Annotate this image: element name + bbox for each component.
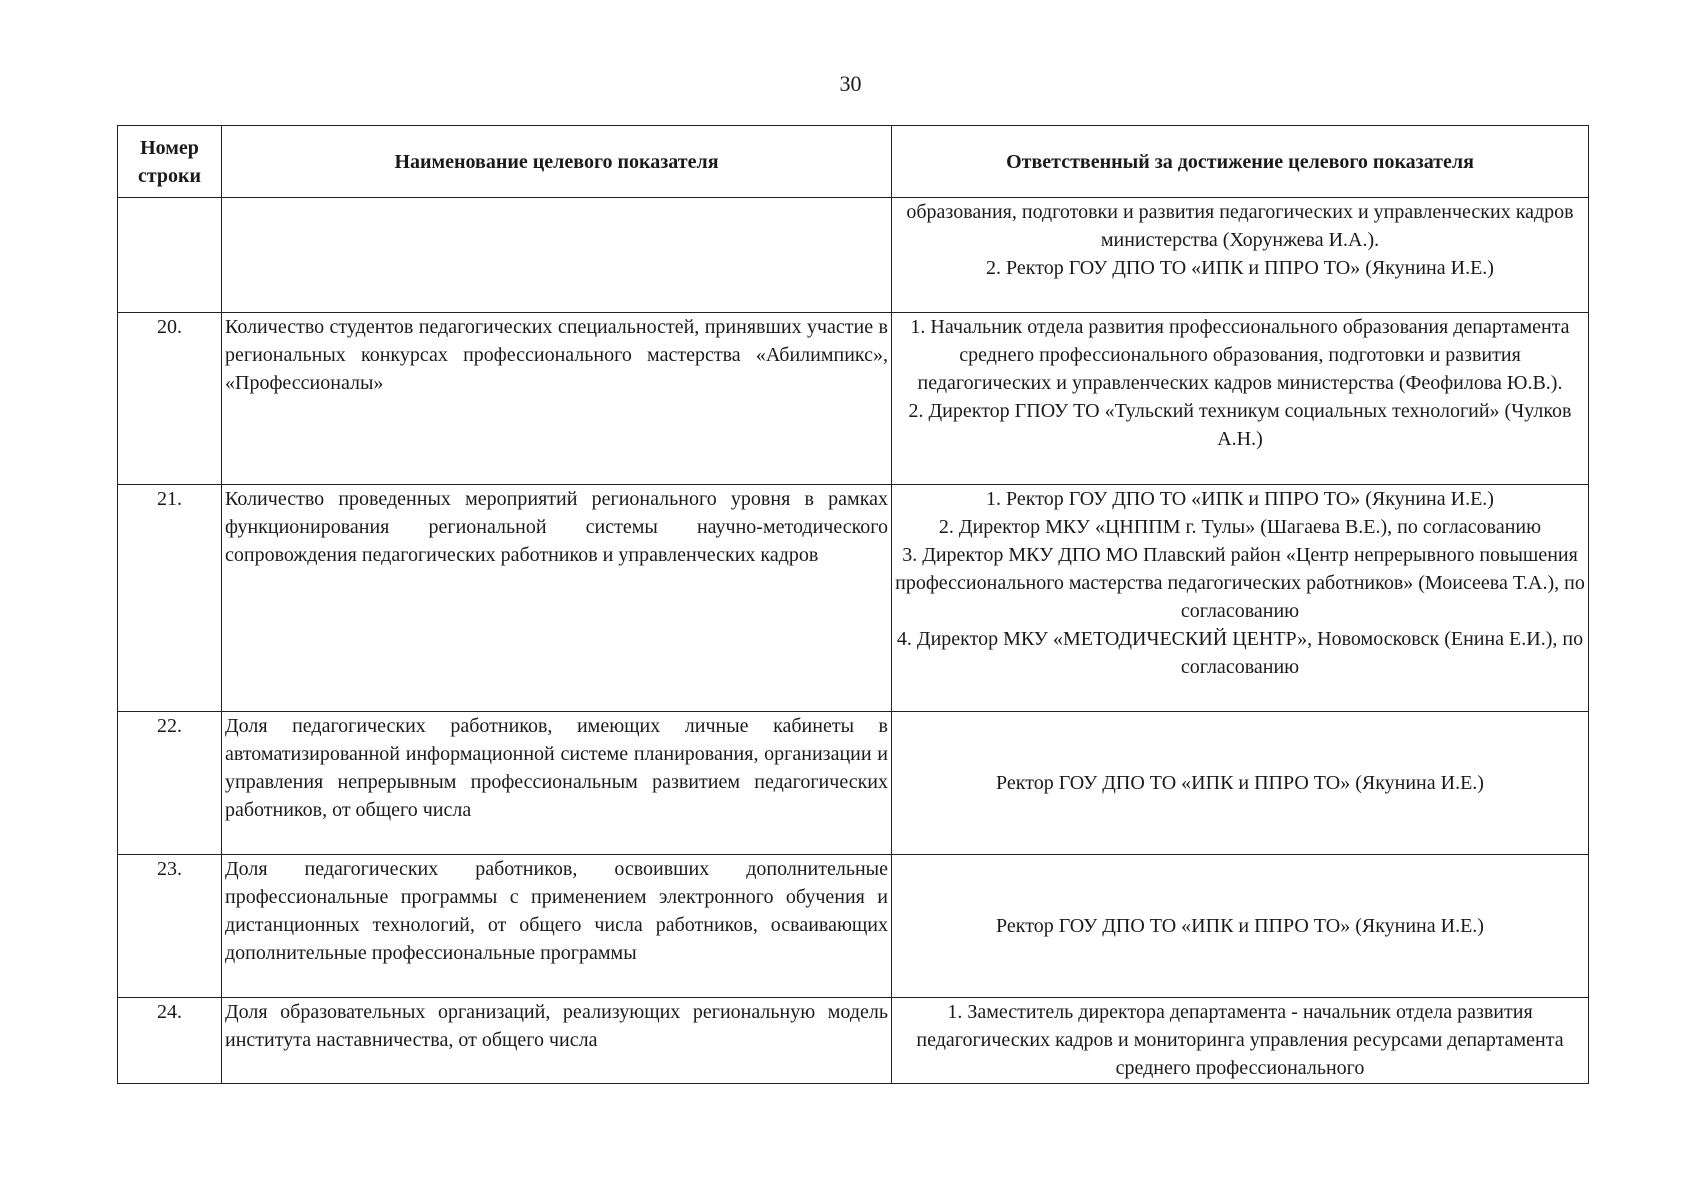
indicator-name xyxy=(222,198,892,313)
responsible-cell xyxy=(892,712,1589,855)
table-row-24 xyxy=(118,998,1589,1084)
responsible-line: 2. Директор ГПОУ ТО «Тульский техникум социальных технологий» (Чулков А.Н.) xyxy=(908,400,1572,450)
table-row-22 xyxy=(118,712,1589,855)
responsible-cell xyxy=(892,198,1589,313)
row-number: 22. xyxy=(118,712,222,855)
indicator-name xyxy=(222,485,892,712)
indicator-name xyxy=(222,998,892,1084)
responsible-line: образования, подготовки и развития педагогических и управленческих кадров министерства (Хорунжева И.А.). xyxy=(906,201,1574,251)
responsible-line: 2. Ректор ГОУ ДПО ТО «ИПК и ППРО ТО» (Якунина И.Е.) xyxy=(986,257,1494,279)
indicator-text: Количество проведенных мероприятий регионального уровня в рамках функционирования региональной системы научно-методического сопровождения педагогических работников и управленческих кадров xyxy=(225,488,888,566)
responsible-line: 4. Директор МКУ «МЕТОДИЧЕСКИЙ ЦЕНТР», Новомосковск (Енина Е.И.), по согласованию xyxy=(896,628,1584,678)
table-header-row xyxy=(118,126,1589,198)
header-responsible: Ответственный за достижение целевого показателя xyxy=(892,126,1589,198)
responsible-line: Ректор ГОУ ДПО ТО «ИПК и ППРО ТО» (Якунина И.Е.) xyxy=(996,772,1484,794)
responsible-line: Ректор ГОУ ДПО ТО «ИПК и ППРО ТО» (Якунина И.Е.) xyxy=(996,915,1484,937)
responsible-line: 1. Начальник отдела развития профессионального образования департамента среднего профессионального образования, подготовки и развития педагогических и управленческих кадров министерства (Феофилова Ю.В.). xyxy=(910,316,1570,394)
indicator-name xyxy=(222,855,892,998)
page-number: 30 xyxy=(839,71,862,96)
row-number: 21. xyxy=(118,485,222,712)
row-number xyxy=(118,198,222,313)
responsible-line: 1. Заместитель директора департамента - начальник отдела развития педагогических кадров и мониторинга управления ресурсами департамента среднего профессионального xyxy=(916,1001,1564,1079)
header-indicator-name: Наименование целевого показателя xyxy=(222,126,892,198)
responsible-cell xyxy=(892,855,1589,998)
responsible-cell xyxy=(892,313,1589,485)
table-row-continuation xyxy=(118,198,1589,313)
indicators-table xyxy=(117,125,1589,1084)
indicator-text: Количество студентов педагогических специальностей, принявших участие в региональных конкурсах профессионального мастерства «Абилимпикс», «Профессионалы» xyxy=(225,316,888,394)
header-row-number: Номер строки xyxy=(118,126,222,198)
row-number: 20. xyxy=(118,313,222,485)
table-row-23 xyxy=(118,855,1589,998)
indicator-text: Доля образовательных организаций, реализующих региональную модель института наставничества, от общего числа xyxy=(225,1001,888,1051)
row-number: 24. xyxy=(118,998,222,1084)
indicator-name xyxy=(222,712,892,855)
responsible-cell xyxy=(892,485,1589,712)
indicator-text: Доля педагогических работников, освоивших дополнительные профессиональные программы с применением электронного обучения и дистанционных технологий, от общего числа работников, осваивающих дополнительные профессиональные программы xyxy=(225,858,888,964)
table-row-21 xyxy=(118,485,1589,712)
responsible-cell xyxy=(892,998,1589,1084)
table-row-20 xyxy=(118,313,1589,485)
indicator-text: Доля педагогических работников, имеющих личные кабинеты в автоматизированной информационной системе планирования, организации и управления непрерывным профессиональным развитием педагогических работников, от общего числа xyxy=(225,715,888,821)
responsible-line: 3. Директор МКУ ДПО МО Плавский район «Центр непрерывного повышения профессионального мастерства педагогических работников» (Моисеева Т.А.), по согласованию xyxy=(895,544,1585,622)
responsible-line: 2. Директор МКУ «ЦНППМ г. Тулы» (Шагаева В.Е.), по согласованию xyxy=(938,516,1542,538)
indicator-name xyxy=(222,313,892,485)
responsible-line: 1. Ректор ГОУ ДПО ТО «ИПК и ППРО ТО» (Якунина И.Е.) xyxy=(986,488,1494,510)
row-number: 23. xyxy=(118,855,222,998)
